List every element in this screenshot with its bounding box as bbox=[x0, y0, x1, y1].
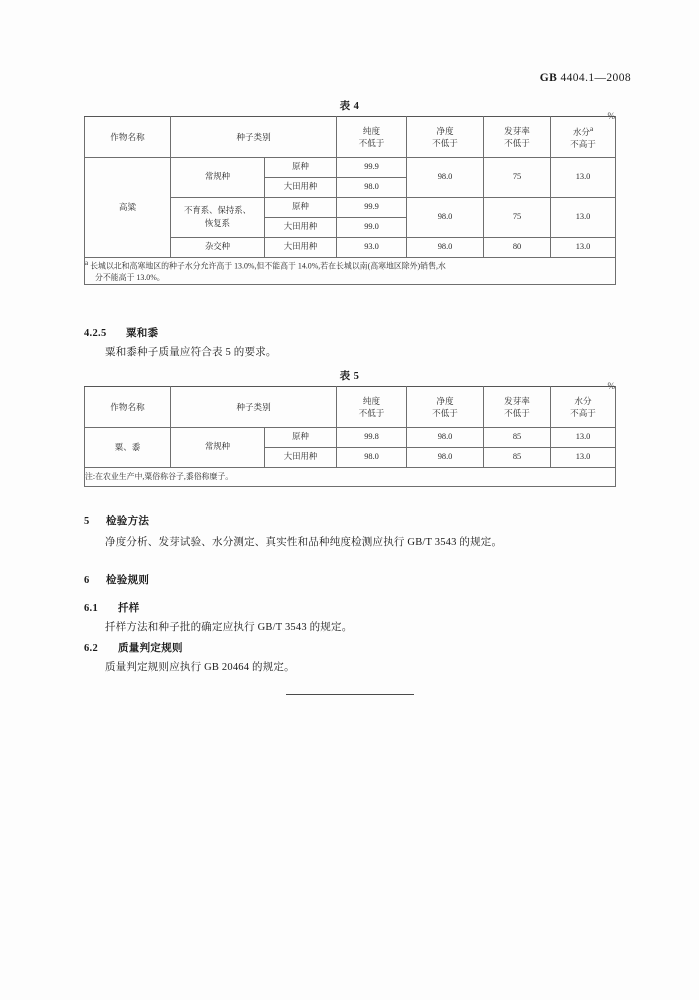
cell-grade: 大田用种 bbox=[265, 448, 337, 468]
col-header-moisture bbox=[551, 387, 616, 428]
section-425-body: 粟和黍种子质量应符合表 5 的要求。 bbox=[105, 347, 277, 358]
section-6 bbox=[84, 572, 624, 587]
table-5-note-row bbox=[85, 468, 616, 487]
standard-number: 4404.1—2008 bbox=[560, 72, 631, 84]
section-425-heading bbox=[84, 325, 624, 340]
cell-germination: 85 bbox=[484, 428, 551, 448]
col-header-purity-l1: 纯度 bbox=[362, 125, 381, 136]
cell-grade: 大田用种 bbox=[265, 178, 337, 198]
cell-moisture: 13.0 bbox=[551, 448, 616, 468]
col-header-moisture-l1: 水分 bbox=[572, 126, 591, 137]
col-header-moisture bbox=[551, 117, 616, 158]
section-62-heading bbox=[84, 640, 624, 655]
col-header-cleanliness bbox=[407, 117, 484, 158]
cell-moisture: 13.0 bbox=[551, 158, 616, 198]
cell-purity: 93.0 bbox=[337, 238, 407, 258]
table-4-block bbox=[84, 98, 615, 285]
cell-seed-category: 常规种 bbox=[171, 428, 265, 468]
standard-header bbox=[540, 72, 631, 84]
cell-moisture: 13.0 bbox=[551, 428, 616, 448]
cell-purity: 99.8 bbox=[337, 428, 407, 448]
col-header-germination bbox=[484, 117, 551, 158]
table-5-unit: % bbox=[607, 381, 615, 391]
footnote-line1: 长城以北和高寒地区的种子水分允许高于 13.0%,但不能高于 14.0%,若在长城以南(高寒地区除外)销售,水 bbox=[90, 261, 446, 271]
cell-seed-category-l2: 恢复系 bbox=[204, 218, 231, 228]
cell-grade: 原种 bbox=[265, 158, 337, 178]
cell-grade: 大田用种 bbox=[265, 218, 337, 238]
section-62-number: 6.2 bbox=[84, 643, 99, 654]
cell-seed-category-l1: 不育系、保持系、 bbox=[184, 206, 251, 216]
cell-cleanliness: 98.0 bbox=[407, 428, 484, 448]
cell-grade: 原种 bbox=[265, 428, 337, 448]
table-4-footnote-row bbox=[85, 258, 616, 285]
cell-purity: 98.0 bbox=[337, 448, 407, 468]
section-61-number: 6.1 bbox=[84, 603, 99, 614]
section-62-title: 质量判定规则 bbox=[118, 643, 183, 654]
footnote-line2: 分不能高于 13.0%。 bbox=[95, 273, 165, 283]
section-61 bbox=[84, 600, 624, 634]
table-4-footnote bbox=[85, 258, 616, 285]
col-header-cleanliness bbox=[407, 387, 484, 428]
col-header-purity bbox=[337, 387, 407, 428]
col-header-crop-name: 作物名称 bbox=[85, 387, 171, 428]
col-header-cleanliness-l1: 净度 bbox=[436, 125, 454, 136]
cell-germination: 75 bbox=[484, 158, 551, 198]
section-6-title: 检验规则 bbox=[106, 575, 150, 586]
end-of-document-rule bbox=[286, 694, 414, 695]
section-425-title: 粟和黍 bbox=[126, 328, 159, 339]
col-header-crop-name: 作物名称 bbox=[85, 117, 171, 158]
col-header-seed-category: 种子类别 bbox=[171, 387, 337, 428]
section-425-number: 4.2.5 bbox=[84, 328, 107, 339]
section-61-title: 扦样 bbox=[118, 603, 140, 614]
section-6-heading bbox=[84, 572, 624, 587]
col-header-purity-l1: 纯度 bbox=[362, 395, 381, 406]
table-5-block bbox=[84, 368, 615, 487]
table-row bbox=[85, 428, 616, 448]
section-5-heading bbox=[84, 513, 624, 528]
cell-seed-category bbox=[171, 198, 265, 238]
cell-purity: 99.9 bbox=[337, 158, 407, 178]
section-5-number: 5 bbox=[84, 516, 90, 527]
section-62-body: 质量判定规则应执行 GB 20464 的规定。 bbox=[105, 662, 295, 673]
section-425 bbox=[84, 325, 624, 359]
col-header-cleanliness-l2: 不低于 bbox=[432, 408, 458, 418]
col-header-moisture-sup: a bbox=[590, 124, 594, 133]
cell-cleanliness: 98.0 bbox=[407, 198, 484, 238]
cell-moisture: 13.0 bbox=[551, 238, 616, 258]
section-6-number: 6 bbox=[84, 575, 90, 586]
section-61-heading bbox=[84, 600, 624, 615]
col-header-germination-l2: 不低于 bbox=[504, 408, 530, 418]
cell-purity: 99.9 bbox=[337, 198, 407, 218]
table-5-caption: 表 5 bbox=[339, 371, 360, 382]
col-header-germination-l2: 不低于 bbox=[504, 138, 530, 148]
col-header-purity bbox=[337, 117, 407, 158]
cell-purity: 98.0 bbox=[337, 178, 407, 198]
section-5-body: 净度分析、发芽试验、水分测定、真实性和品种纯度检测应执行 GB/T 3543 的规定。 bbox=[105, 537, 503, 548]
col-header-moisture-l2: 不高于 bbox=[570, 408, 596, 418]
cell-cleanliness: 98.0 bbox=[407, 238, 484, 258]
cell-seed-category: 常规种 bbox=[171, 158, 265, 198]
col-header-seed-category: 种子类别 bbox=[171, 117, 337, 158]
section-61-body: 扦样方法和种子批的确定应执行 GB/T 3543 的规定。 bbox=[105, 622, 353, 633]
cell-germination: 75 bbox=[484, 198, 551, 238]
section-5-title: 检验方法 bbox=[106, 516, 150, 527]
table-4 bbox=[84, 116, 616, 285]
section-62 bbox=[84, 640, 624, 674]
col-header-germination bbox=[484, 387, 551, 428]
cell-cleanliness: 98.0 bbox=[407, 448, 484, 468]
col-header-cleanliness-l2: 不低于 bbox=[432, 138, 458, 148]
table-row bbox=[85, 158, 616, 178]
cell-grade: 原种 bbox=[265, 198, 337, 218]
table-5-note: 注:在农业生产中,粟俗称谷子,黍俗称糜子。 bbox=[85, 468, 616, 487]
table-5-header-row bbox=[85, 387, 616, 428]
table-4-unit: % bbox=[607, 111, 615, 121]
col-header-germination-l1: 发芽率 bbox=[504, 125, 530, 136]
col-header-germination-l1: 发芽率 bbox=[504, 395, 530, 406]
cell-purity: 99.0 bbox=[337, 218, 407, 238]
standard-prefix: GB bbox=[539, 72, 558, 84]
table-4-caption: 表 4 bbox=[339, 101, 360, 112]
col-header-cleanliness-l1: 净度 bbox=[436, 395, 454, 406]
section-5 bbox=[84, 513, 624, 549]
cell-seed-category: 杂交种 bbox=[171, 238, 265, 258]
col-header-purity-l2: 不低于 bbox=[358, 138, 385, 148]
cell-germination: 80 bbox=[484, 238, 551, 258]
cell-moisture: 13.0 bbox=[551, 198, 616, 238]
table-4-header-row bbox=[85, 117, 616, 158]
cell-cleanliness: 98.0 bbox=[407, 158, 484, 198]
col-header-moisture-l1: 水分 bbox=[574, 395, 592, 406]
col-header-purity-l2: 不低于 bbox=[358, 408, 385, 418]
cell-germination: 85 bbox=[484, 448, 551, 468]
cell-crop-name: 粟、黍 bbox=[85, 428, 171, 468]
footnote-marker: a bbox=[85, 259, 89, 267]
table-5 bbox=[84, 386, 616, 487]
col-header-moisture-l2: 不高于 bbox=[570, 138, 596, 149]
cell-crop-name: 高粱 bbox=[85, 158, 171, 258]
cell-grade: 大田用种 bbox=[265, 238, 337, 258]
